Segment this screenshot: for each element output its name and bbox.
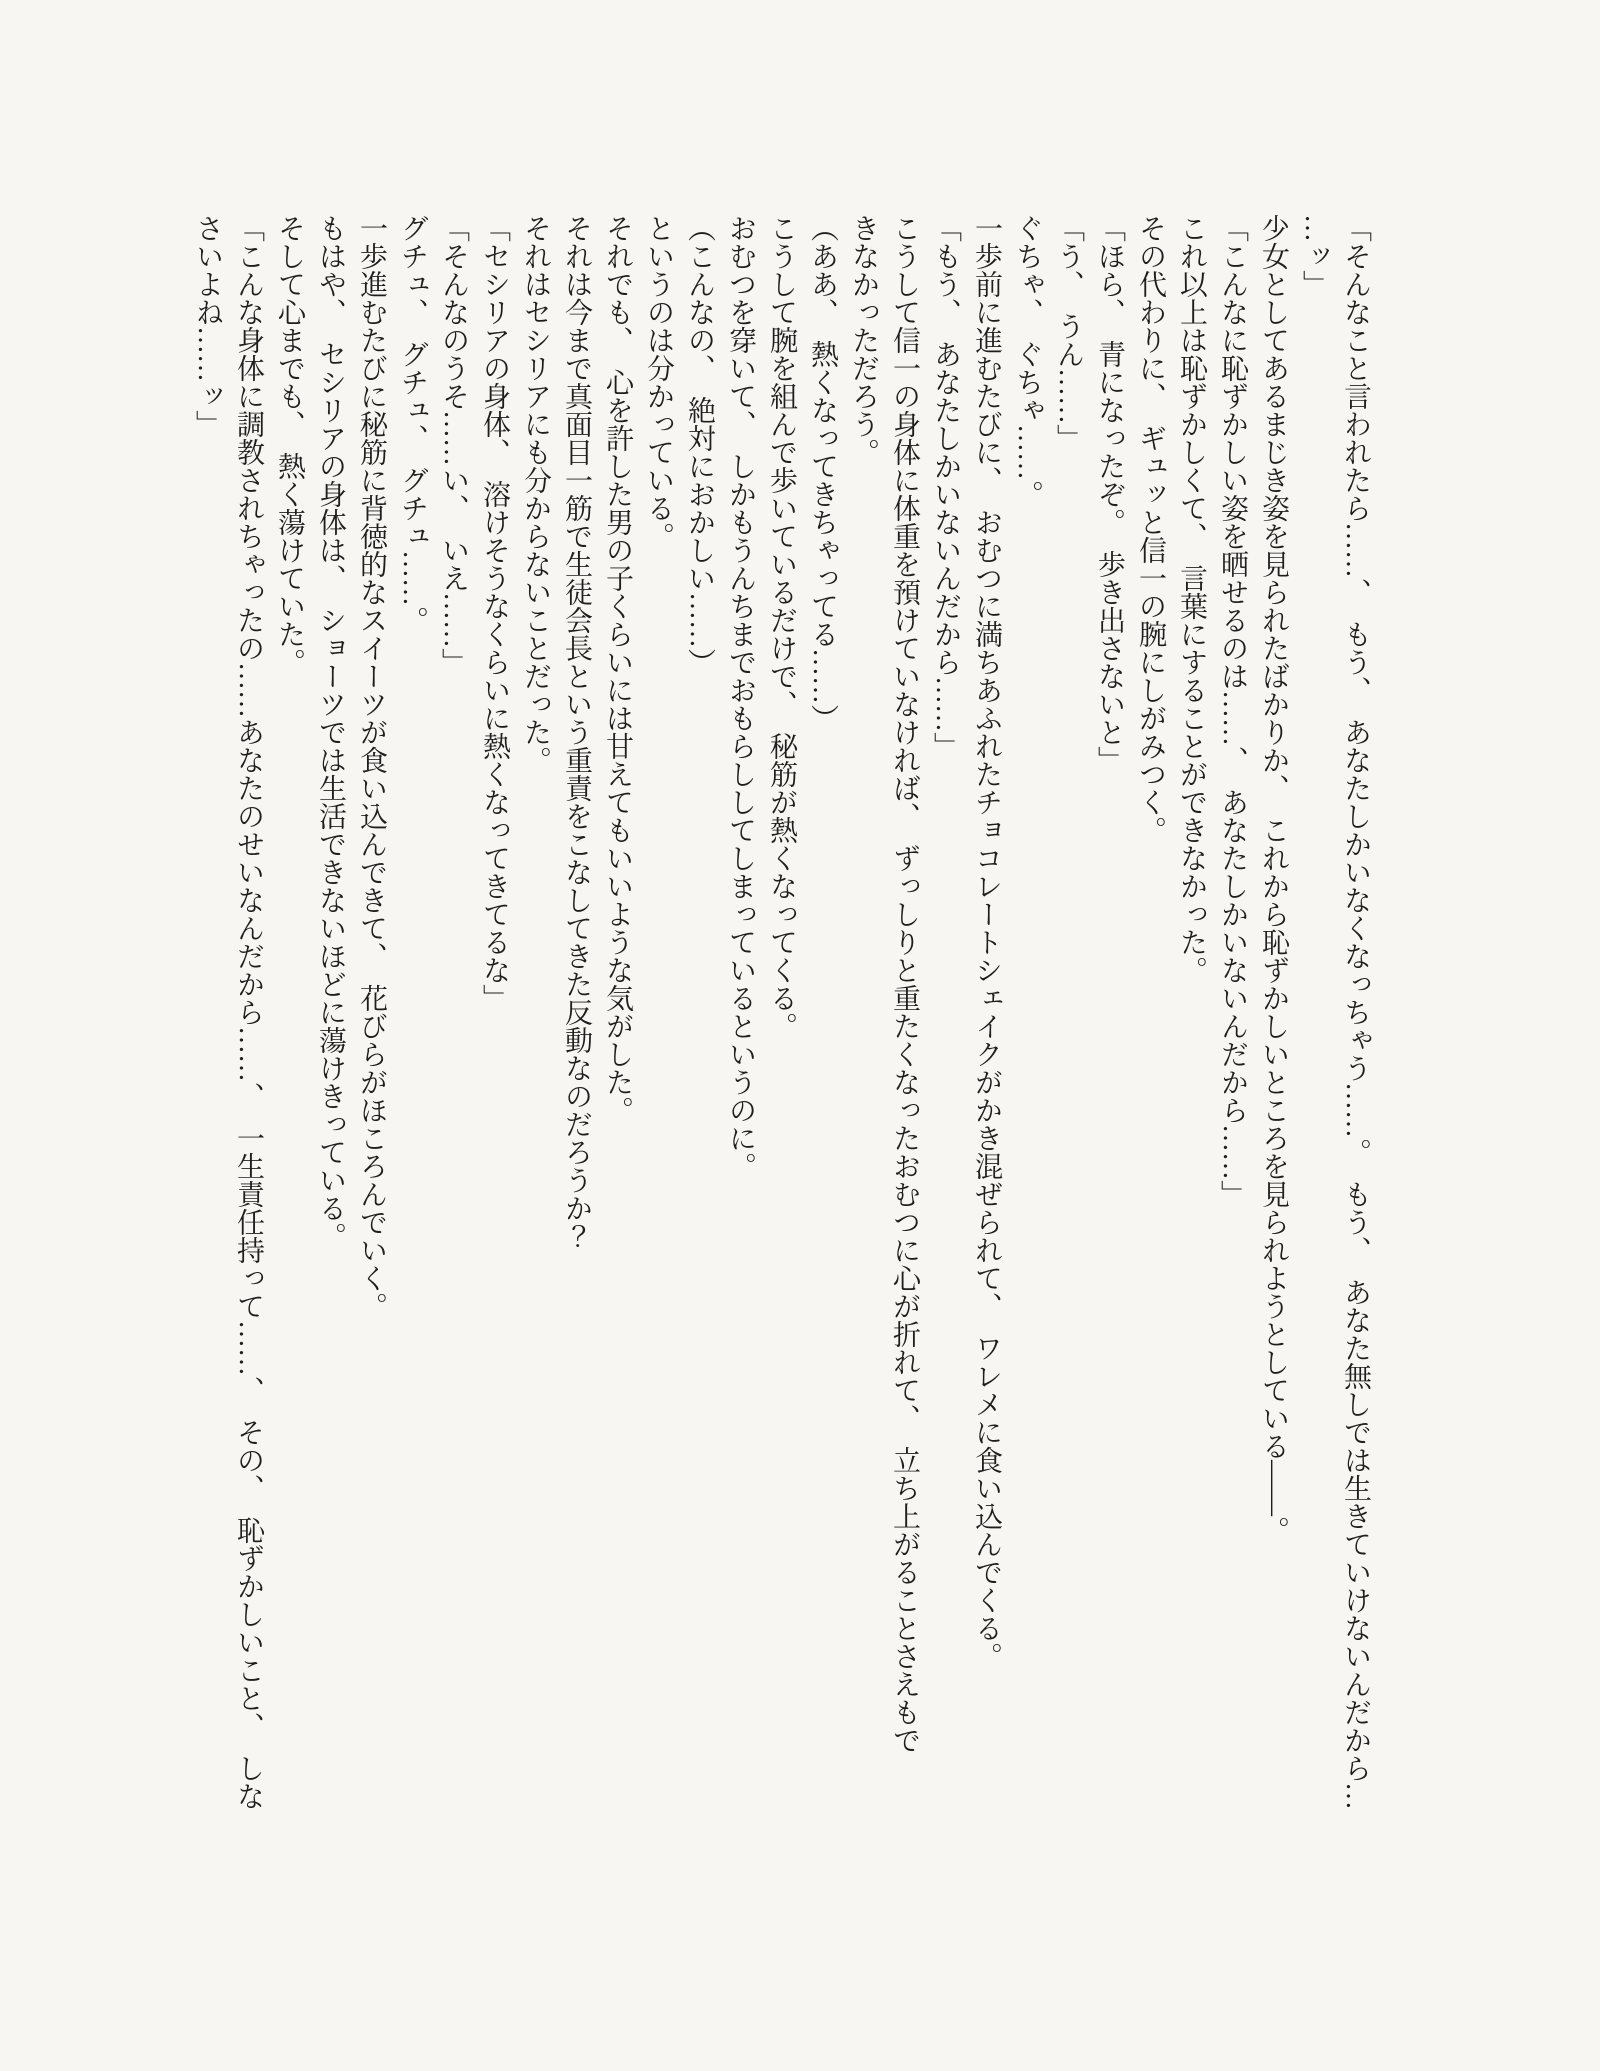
paragraph: （こんなの、 絶対におかしい……）	[684, 214, 715, 676]
paragraph: それは今まで真面目一筋で生徒会長という重責をこなしてきた反動なのだろうか？	[561, 214, 592, 1250]
paragraph: これ以上は恥ずかしくて、 言葉にすることができなかった。	[1176, 214, 1207, 984]
paragraph: 「そんなこと言われたら……、 もう、 あなたしかいなくなっちゃう……。 もう、 あなた無しでは生きていけないんだから… …ッ」	[1299, 214, 1371, 1810]
paragraph: 一歩前に進むたびに、 おむつに満ちあふれたチョコレートシェイクがかき混ぜられて、 ワレメに食い込んでくる。	[971, 214, 1002, 1670]
paragraph: そして心までも、 熱く蕩けていた。	[274, 214, 305, 676]
paragraph: グチュ、 グチュ、 グチュ……。	[397, 214, 428, 634]
paragraph: もはや、 セシリアの身体は、 ショーツでは生活できないほどに蕩けきっている。	[315, 214, 346, 1250]
paragraph: こうして腕を組んで歩いているだけで、 秘筋が熱くなってくる。	[766, 214, 797, 1040]
paragraph: 「そんなのうそ……い、 いえ……」	[438, 214, 469, 676]
paragraph: おむつを穿いて、 しかもうんちまでおもらししてしまっているというのに。	[725, 214, 756, 1180]
paragraph: というのは分かっている。	[643, 214, 674, 550]
paragraph: 一歩進むたびに秘筋に背徳的なスイーツが食い込んできて、 花びらがほころんでいく。	[356, 214, 387, 1320]
paragraph: 「セシリアの身体、 溶けそうなくらいに熱くなってきてるな」	[479, 214, 510, 1012]
paragraph: 「う、 うん……」	[1053, 214, 1084, 452]
paragraph: その代わりに、 ギュッと信一の腕にしがみつく。	[1135, 214, 1166, 844]
paragraph: ぐちゃ、 ぐちゃ……。	[1012, 214, 1043, 508]
paragraph: こうして信一の身体に体重を預けていなければ、 ずっしりと重たくなったおむつに心が折れて、 立ち上がることさえもで きなかっただろう。	[848, 214, 920, 1754]
paragraph: （ああ、 熱くなってきちゃってる……）	[807, 214, 838, 732]
paragraph: 「こんなに恥ずかしい姿を晒せるのは……、 あなたしかいないんだから……」	[1217, 214, 1248, 1208]
paragraph: 少女としてあるまじき姿を見られたばかりか、 これから恥ずかしいところを見られようとしている――。	[1258, 214, 1289, 1544]
paragraph: 「こんな身体に調教されちゃったの……あなたのせいなんだから……、 一生責任持って……、 その、 恥ずかしいこと、 しな さいよね……ッ」	[192, 214, 264, 1810]
page-text	[187, 214, 1376, 1914]
paragraph: それはセシリアにも分からないことだった。	[520, 214, 551, 774]
paragraph: それでも、 心を許した男の子くらいには甘えてもいいような気がした。	[602, 214, 633, 1124]
paragraph: 「もう、 あなたしかいないんだから……」	[930, 214, 961, 760]
paragraph: 「ほら、 青になったぞ。 歩き出さないと」	[1094, 214, 1125, 774]
